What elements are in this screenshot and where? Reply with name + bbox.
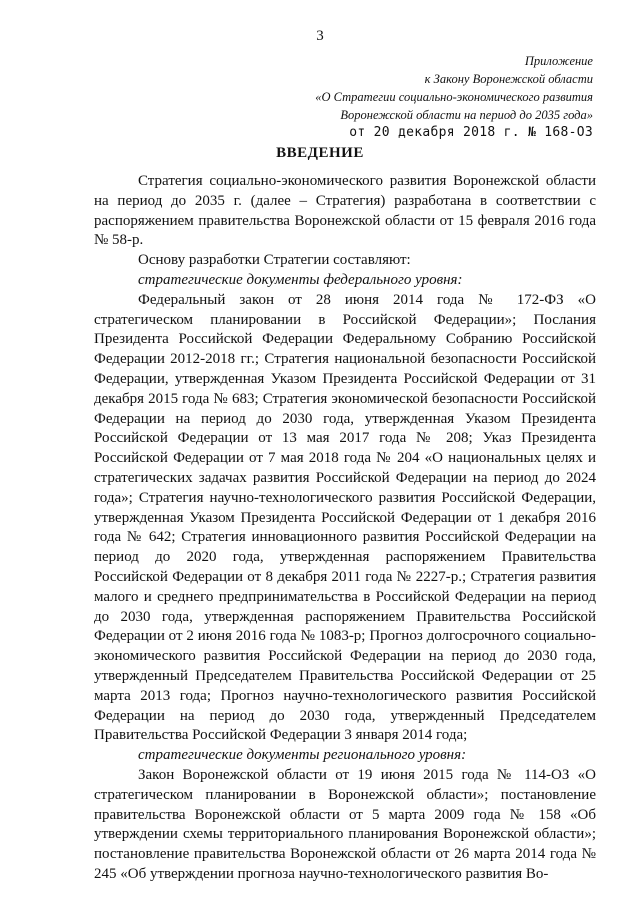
paragraph-federal-documents: Федеральный закон от 28 июня 2014 года № 172-ФЗ «О стратегическом планировании в Российской Федерации»; Послания Президента Российской Федерации Федеральному Собранию Российской Федерации 2012-2018 гг.; Стратегия национальной безопасности Российской Федерации, утвержденная Указом Президента Российской Федерации от 31 декабря 2015 года № 683; Стратегия экономической безопасности Российской Федерации на период до 2030 года, утвержденная Указом Президента Российской Федерации от 13 мая 2017 года № 208; Указ Президента Российской Федерации от 7 мая 2018 года № 204 «О национальных целях и стратегических задачах развития Российской Федерации на период до 2024 года»; Стратегия научно-технологического развития Российской Федерации, утвержденная Указом Президента Российской Федерации от 1 декабря 2016 года № 642; Стратегия инновационного развития Российской Федерации на период до 2020 года, утвержденная распоряжением Правительства Российской Федерации от 8 декабря 2011 года № 2227-р.; Стратегия развития малого и среднего предпринимательства в Российской Федерации на период до 2030 года, утвержденная распоряжением Правительства Российской Федерации от 2 июня 2016 года № 1083-р; Прогноз долгосрочного социально-экономического развития Российской Федерации на период до 2030 года, утвержденный Председателем Правительства Российской Федерации от 25 марта 2013 года; Прогноз научно-технологического развития Российской Федерации на период до 2030 года, утвержденный Председателем Правительства Российской Федерации 3 января 2014 года; <box>94 291 596 744</box>
paragraph-intro: Стратегия социально-экономического развития Воронежской области на период до 2035 г. (далее – Стратегия) разработана в соответствии с распоряжением правительства Воронежской области от 15 февраля 2016 года № 58-р. <box>94 173 596 249</box>
document-body <box>94 172 596 885</box>
paragraph-basis: Основу разработки Стратегии составляют: <box>138 252 411 269</box>
appendix-line: Воронежской области на период до 2035 года» <box>340 108 593 122</box>
subheading-regional: стратегические документы регионального уровня: <box>138 747 467 764</box>
appendix-header <box>315 52 593 142</box>
appendix-line: Приложение <box>524 54 593 68</box>
subheading-federal: стратегические документы федерального уровня: <box>138 271 463 288</box>
paragraph-regional-documents: Закон Воронежской области от 19 июня 2015 года № 114-ОЗ «О стратегическом планировании в Воронежской области»; постановление правительства Воронежской области от 5 марта 2009 года № 158 «Об утверждении схемы территориального планирования Воронежской области»; постановление правительства Воронежской области от 26 марта 2014 года № 245 «Об утверждении прогноза научно-технологического развития Во- <box>94 766 596 882</box>
appendix-line: к Закону Воронежской области <box>424 72 593 86</box>
page-number: 3 <box>316 28 324 44</box>
appendix-line: «О Стратегии социально-экономического развития <box>315 90 593 104</box>
section-heading: ВВЕДЕНИЕ <box>276 145 364 161</box>
registration-stamp: от 20 декабря 2018 г. № 168-ОЗ <box>349 125 593 140</box>
